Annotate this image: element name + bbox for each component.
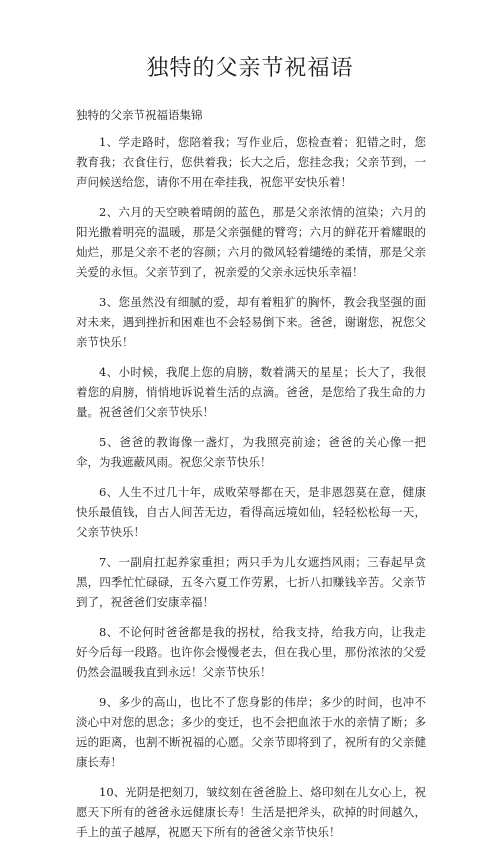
document-title: 独特的父亲节祝福语 [146, 56, 354, 81]
paragraph-1: 1、学走路时，您陪着我；写作业后，您检查着；犯错之时，您教育我；衣食住行，您供着我；长大之后，您挂念我；父亲节到，一声问候送给您，请你不用在牵挂我，祝您平安快乐着！ [76, 135, 426, 189]
paragraph-8: 8、不论何时爸爸都是我的拐杖，给我支持，给我方向，让我走好今后每一段路。也许你会慢慢老去，但在我心里，那份浓浓的父爱仍然会温暖我直到永远！父亲节快乐！ [76, 625, 426, 679]
paragraph-7: 7、一副肩扛起养家重担；两只手为儿女遮挡风雨；三春起早贪黑，四季忙忙碌碌，五冬六夏工作劳累，七折八扣赚钱辛苦。父亲节到了，祝爸爸们安康幸福！ [76, 555, 426, 609]
paragraph-9: 9、多少的高山，也比不了您身影的伟岸；多少的时间，也冲不淡心中对您的思念；多少的变迁，也不会把血浓于水的亲情了断；多远的距离，也割不断祝福的心愿。父亲节即将到了，祝所有的父亲健康长寿！ [76, 695, 426, 769]
paragraph-5: 5、爸爸的教诲像一盏灯，为我照亮前途；爸爸的关心像一把伞，为我遮蔽风雨。祝您父亲节快乐！ [76, 435, 426, 469]
paragraph-10: 10、光阴是把刻刀，皱纹刻在爸爸脸上、烙印刻在儿女心上，祝愿天下所有的爸爸永远健康长寿！生活是把斧头，砍掉的时间越久，手上的茧子越厚，祝愿天下所有的爸爸父亲节快乐！ [76, 785, 426, 839]
paragraph-4: 4、小时候，我爬上您的肩膀，数着满天的星星；长大了，我很着您的肩膀，悄悄地诉说着生活的点滴。爸爸，是您给了我生命的力量。祝爸爸们父亲节快乐！ [76, 365, 426, 419]
paragraph-6: 6、人生不过几十年，成败荣辱都在天，是非恩怨莫在意，健康快乐最值钱，自古人间苦无边，看得高远境如仙，轻轻松松每一天，父亲节快乐！ [76, 485, 426, 539]
document-subtitle: 独特的父亲节祝福语集锦 [76, 108, 203, 122]
document-body [76, 104, 426, 852]
paragraph-2: 2、六月的天空映着晴朗的蓝色，那是父亲浓情的渲染；六月的阳光撒着明亮的温暖，那是父亲强健的臂弯；六月的鲜花开着耀眼的灿烂，那是父亲不老的容颜；六月的微风轻着缱绻的柔情，那是父亲关爱的永恒。父亲节到了，祝亲爱的父亲永远快乐幸福！ [76, 205, 426, 279]
paragraph-3: 3、您虽然没有细腻的爱，却有着粗犷的胸怀，教会我坚强的面对未来，遇到挫折和困难也不会轻易倒下来。爸爸，谢谢您，祝您父亲节快乐！ [76, 295, 426, 349]
